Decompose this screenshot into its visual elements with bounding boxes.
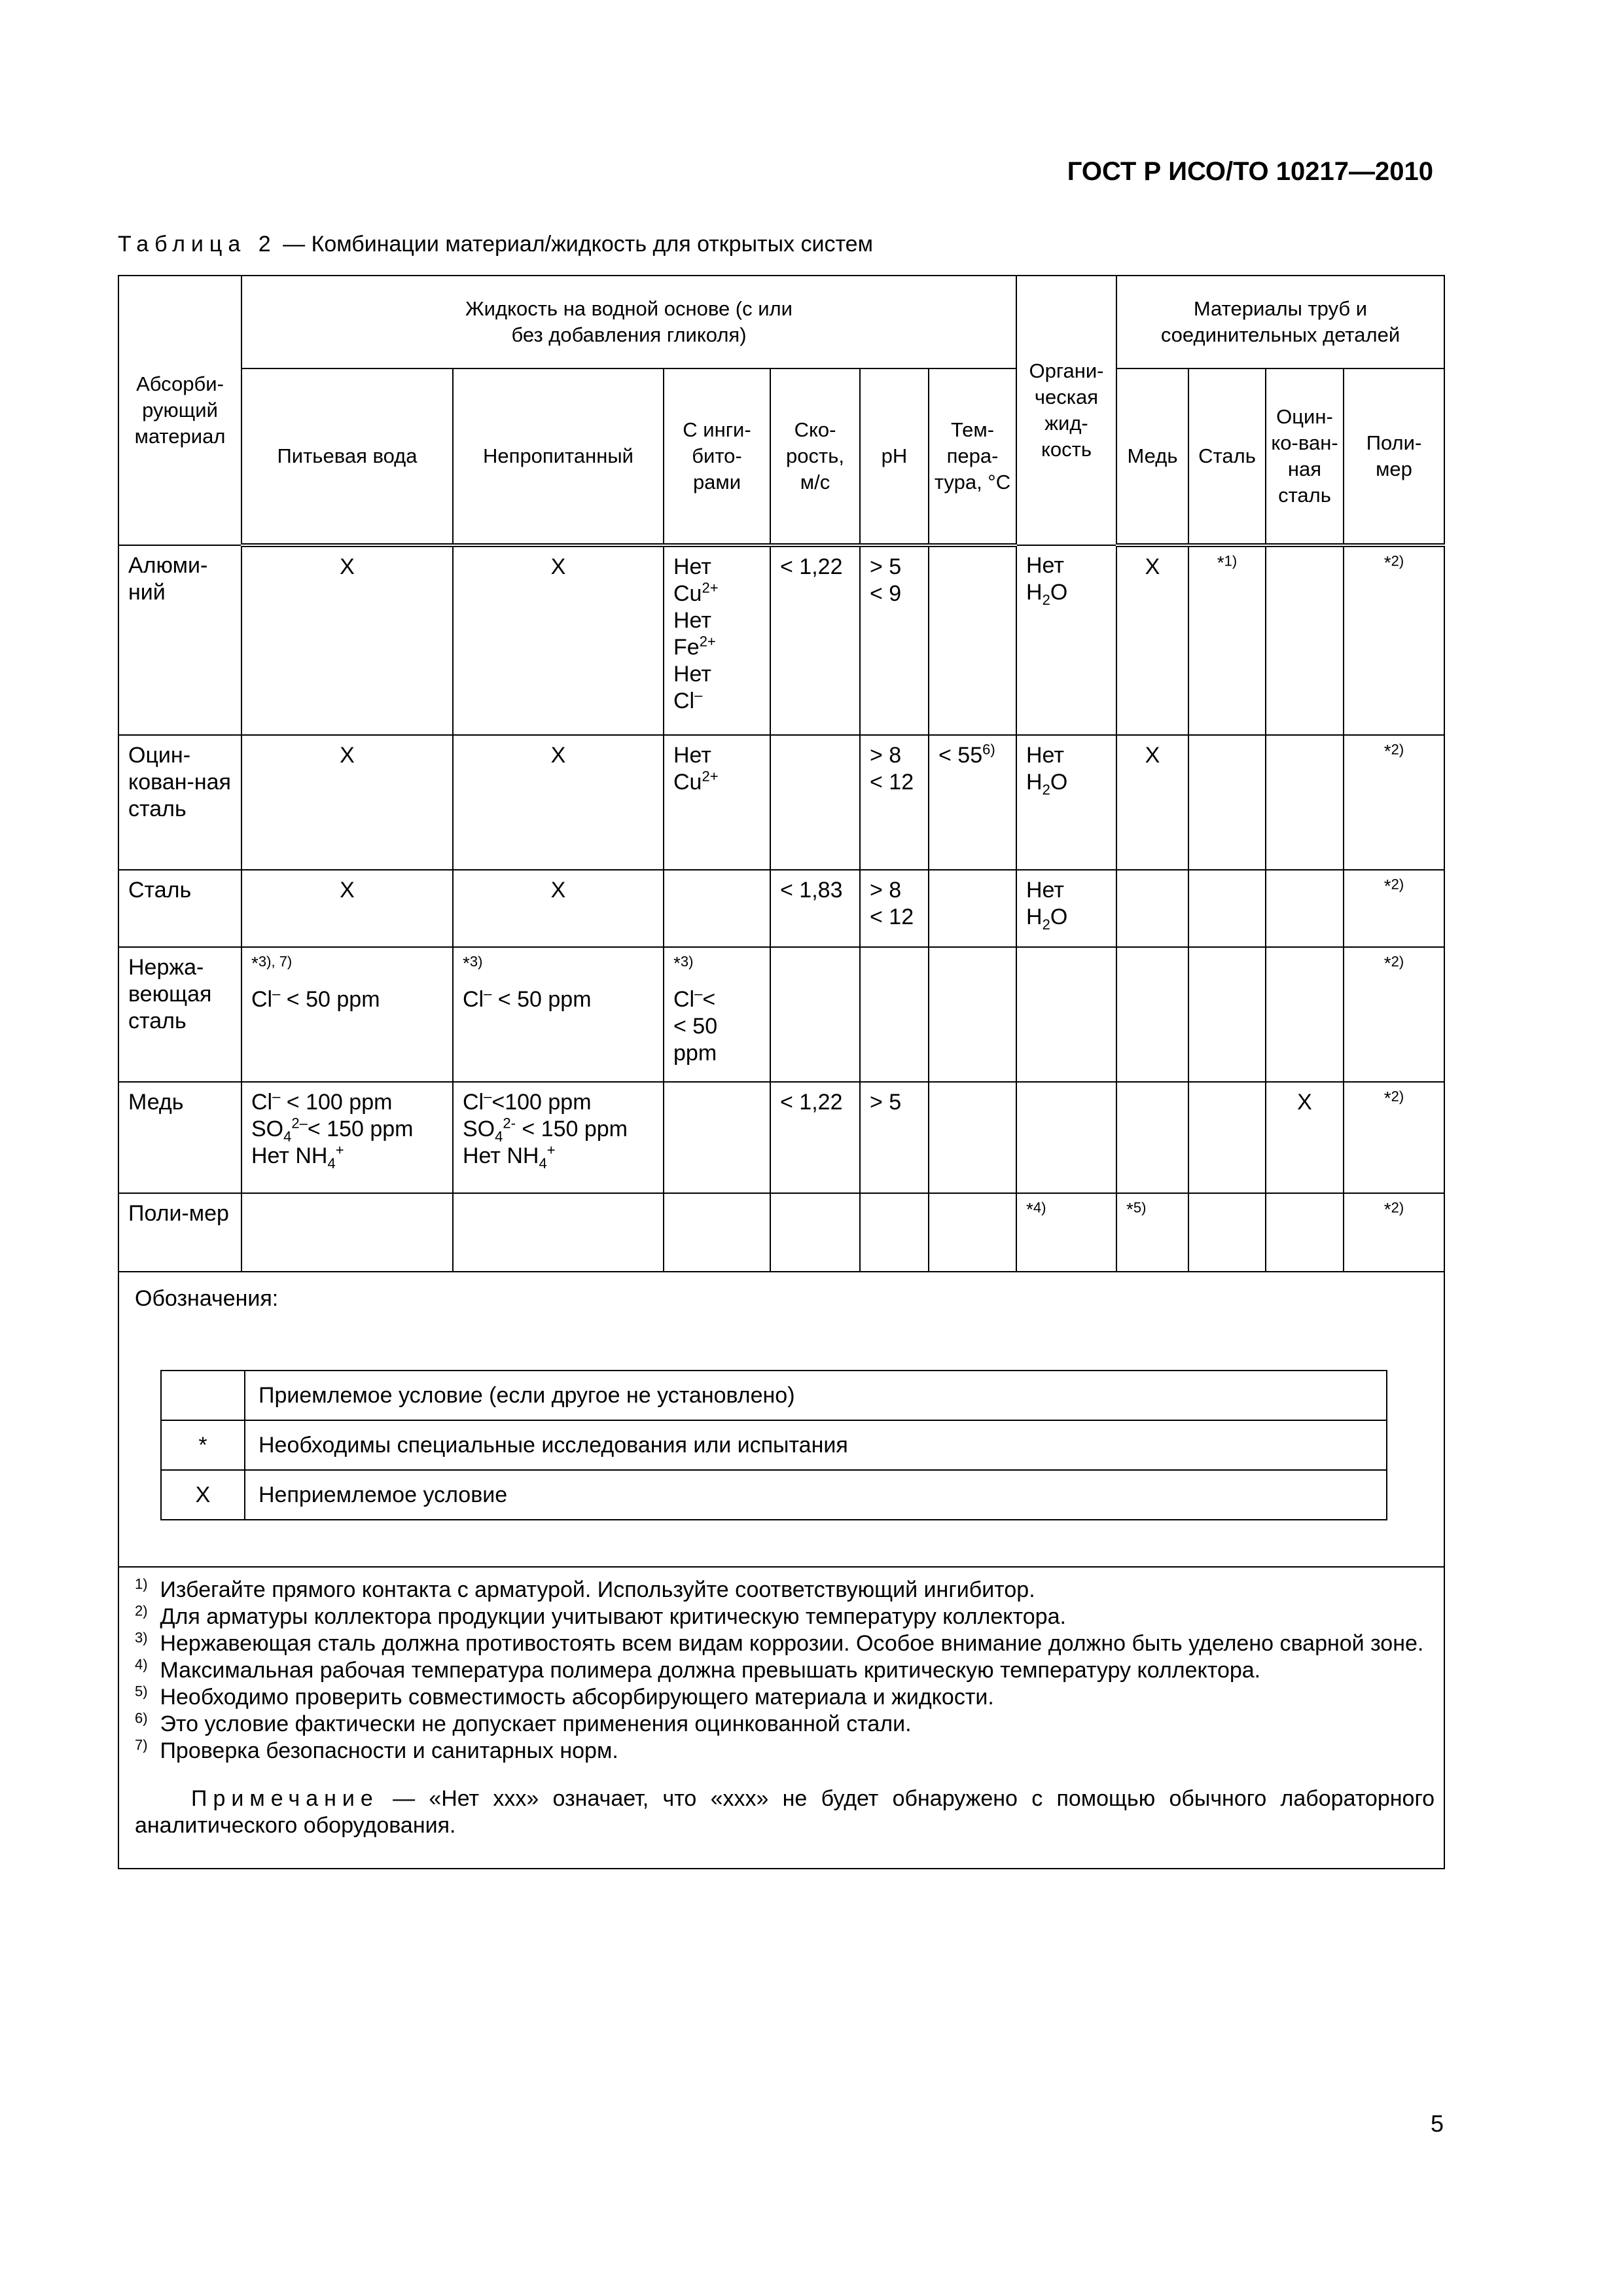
header-velocity: Ско-рость, м/с: [770, 368, 860, 545]
table-caption: [118, 232, 873, 257]
cell-polymer: *2): [1344, 1082, 1444, 1193]
footnote: $^{6)}$ Это условие фактически не допускает применения оцинкованной стали.: [135, 1710, 912, 1736]
cell-steel: [1188, 870, 1266, 947]
cell-organic: Нет $H_2O$: [1016, 870, 1116, 947]
cell-inhibitors: $^{*3)}$ Cl–< < 50 ppm: [664, 947, 770, 1082]
legend-text: Неприемлемое условие: [245, 1470, 1387, 1520]
row-name: Оцин-кован-ная сталь: [118, 735, 241, 870]
header-nonsaturated: Непропитанный: [453, 368, 664, 545]
cell-polymer: *2): [1344, 870, 1444, 947]
footnote: $^{1)}$ Избегайте прямого контакта с арматурой. Используйте соответствующий ингибитор.: [135, 1575, 1035, 1602]
footnote: $^{4)}$ Максимальная рабочая температура полимера должна превышать критическую температуру коллектора.: [135, 1656, 1261, 1683]
cell-nonsat: X: [453, 870, 664, 947]
cell-drinking: [241, 1193, 453, 1272]
header-ph: pH: [860, 368, 929, 545]
cell-ph: > 5 < 9: [860, 545, 929, 735]
cell-copper: [1116, 947, 1188, 1082]
cell-inhibitors: [664, 1082, 770, 1193]
cell-temperature: [929, 947, 1016, 1082]
page-number: 5: [1431, 2110, 1444, 2137]
cell-velocity: [770, 735, 860, 870]
cell-polymer: *2): [1344, 735, 1444, 870]
header-copper: Медь: [1116, 368, 1188, 545]
cell-temperature: [929, 870, 1016, 947]
header-water-group: Жидкость на водной основе (с или без добавления гликоля): [241, 276, 1016, 368]
cell-organic: [1016, 947, 1116, 1082]
footnote: $^{5)}$ Необходимо проверить совместимость абсорбирующего материала и жидкости.: [135, 1683, 994, 1710]
legend-item: [161, 1420, 1387, 1470]
footnotes-section: [118, 1567, 1444, 1869]
cell-steel: [1188, 947, 1266, 1082]
legend-item: [161, 1470, 1387, 1520]
table-caption-title: — Комбинации материал/жидкость для открытых систем: [283, 232, 873, 257]
cell-polymer: *2): [1344, 1193, 1444, 1272]
cell-inhibitors: Нет $Cu^{2+}$ Нет $Fe^{2+}$ Нет Cl–: [664, 545, 770, 735]
cell-velocity: < 1,22: [770, 545, 860, 735]
header-materials-group: Материалы труб и соединительных деталей: [1116, 276, 1444, 368]
cell-nonsat: [453, 1193, 664, 1272]
cell-ph: > 8 < 12: [860, 870, 929, 947]
table-row: [118, 545, 1444, 735]
cell-velocity: [770, 947, 860, 1082]
cell-drinking: X: [241, 545, 453, 735]
cell-copper: [1116, 1082, 1188, 1193]
cell-temperature: < $55^{6)}$: [929, 735, 1016, 870]
cell-ph: [860, 1193, 929, 1272]
cell-nonsat: X: [453, 735, 664, 870]
cell-copper: X: [1116, 545, 1188, 735]
row-name: Сталь: [118, 870, 241, 947]
legend-row: [118, 1272, 1444, 1567]
cell-drinking: X: [241, 870, 453, 947]
header-galvanized: Оцин-ко-ван-ная сталь: [1266, 368, 1344, 545]
document-code: ГОСТ Р ИСО/ТО 10217—2010: [1067, 157, 1433, 186]
cell-ph: [860, 947, 929, 1082]
cell-organic: Нет $H_2O$: [1016, 735, 1116, 870]
header-organic: Органи-ческая жид-кость: [1016, 276, 1116, 545]
cell-copper: [1116, 870, 1188, 947]
header-polymer: Поли-мер: [1344, 368, 1444, 545]
legend-symbol: X: [161, 1470, 245, 1520]
cell-galvanized: [1266, 735, 1344, 870]
cell-temperature: [929, 1193, 1016, 1272]
cell-galvanized: [1266, 1193, 1344, 1272]
cell-polymer: *2): [1344, 947, 1444, 1082]
material-fluid-table: [118, 275, 1445, 1869]
cell-steel: [1188, 1193, 1266, 1272]
cell-drinking: Cl– < 100 ppm $SO_4^{2-}< 150$ ppm Нет $NH_4^+$: [241, 1082, 453, 1193]
cell-ph: > 8 < 12: [860, 735, 929, 870]
legend-table: [160, 1370, 1387, 1520]
cell-polymer: *2): [1344, 545, 1444, 735]
cell-drinking: $^{*3), 7)}$ Cl– < 50 ppm: [241, 947, 453, 1082]
legend-title: Обозначения:: [135, 1286, 279, 1311]
footnote: $^{3)}$ Нержавеющая сталь должна противостоять всем видам коррозии. Особое внимание должно быть уделено сварной зоне.: [135, 1629, 1424, 1656]
cell-galvanized: [1266, 947, 1344, 1082]
cell-velocity: < 1,22: [770, 1082, 860, 1193]
row-name: Поли-мер: [118, 1193, 241, 1272]
table-row: [118, 1082, 1444, 1193]
row-name: Нержа-веющая сталь: [118, 947, 241, 1082]
cell-galvanized: [1266, 545, 1344, 735]
cell-inhibitors: [664, 870, 770, 947]
cell-organic: *4): [1016, 1193, 1116, 1272]
header-drinking-water: Питьевая вода: [241, 368, 453, 545]
footnote: $^{2)}$ Для арматуры коллектора продукции учитывают критическую температуру коллектора.: [135, 1602, 1066, 1629]
header-steel: Сталь: [1188, 368, 1266, 545]
legend-symbol: *: [161, 1420, 245, 1470]
cell-steel: [1188, 1082, 1266, 1193]
cell-nonsat: Cl–<100 ppm $SO_4^{2-} < 150$ ppm Нет $NH_4^+$: [453, 1082, 664, 1193]
legend-text: Необходимы специальные исследования или испытания: [245, 1420, 1387, 1470]
note-label: Примечание: [191, 1786, 379, 1811]
cell-temperature: [929, 545, 1016, 735]
cell-velocity: < 1,83: [770, 870, 860, 947]
table-caption-label: Таблица 2: [118, 232, 277, 257]
table-note: [135, 1785, 1435, 1839]
legend-item: [161, 1371, 1387, 1420]
table-row: [118, 947, 1444, 1082]
legend-section: [118, 1272, 1444, 1567]
cell-copper: *5): [1116, 1193, 1188, 1272]
row-name: Алюми-ний: [118, 545, 241, 735]
cell-velocity: [770, 1193, 860, 1272]
cell-drinking: X: [241, 735, 453, 870]
cell-organic: [1016, 1082, 1116, 1193]
notes-row: [118, 1567, 1444, 1869]
cell-galvanized: [1266, 870, 1344, 947]
cell-nonsat: X: [453, 545, 664, 735]
note-text: — «Нет ххх» означает, что «ххх» не будет обнаружено с помощью обычного лабораторного аналитического оборудования.: [135, 1786, 1435, 1838]
row-name: Медь: [118, 1082, 241, 1193]
legend-text: Приемлемое условие (если другое не установлено): [245, 1371, 1387, 1420]
cell-steel: *1): [1188, 545, 1266, 735]
cell-inhibitors: [664, 1193, 770, 1272]
cell-nonsat: $^{*3)}$ Cl– < 50 ppm: [453, 947, 664, 1082]
legend-symbol: [161, 1371, 245, 1420]
table-row: [118, 735, 1444, 870]
cell-inhibitors: Нет $Cu^{2+}$: [664, 735, 770, 870]
cell-steel: [1188, 735, 1266, 870]
table-row: [118, 870, 1444, 947]
footnote: $^{7)}$ Проверка безопасности и санитарных норм.: [135, 1736, 618, 1763]
header-absorber: Абсорби-рующий материал: [118, 276, 241, 545]
header-temperature: Тем-пера-тура, °С: [929, 368, 1016, 545]
cell-copper: X: [1116, 735, 1188, 870]
cell-temperature: [929, 1082, 1016, 1193]
header-inhibitors: С инги-бито-рами: [664, 368, 770, 545]
cell-galvanized: X: [1266, 1082, 1344, 1193]
table-row: [118, 1193, 1444, 1272]
cell-organic: Нет $H_2O$: [1016, 545, 1116, 735]
cell-ph: > 5: [860, 1082, 929, 1193]
